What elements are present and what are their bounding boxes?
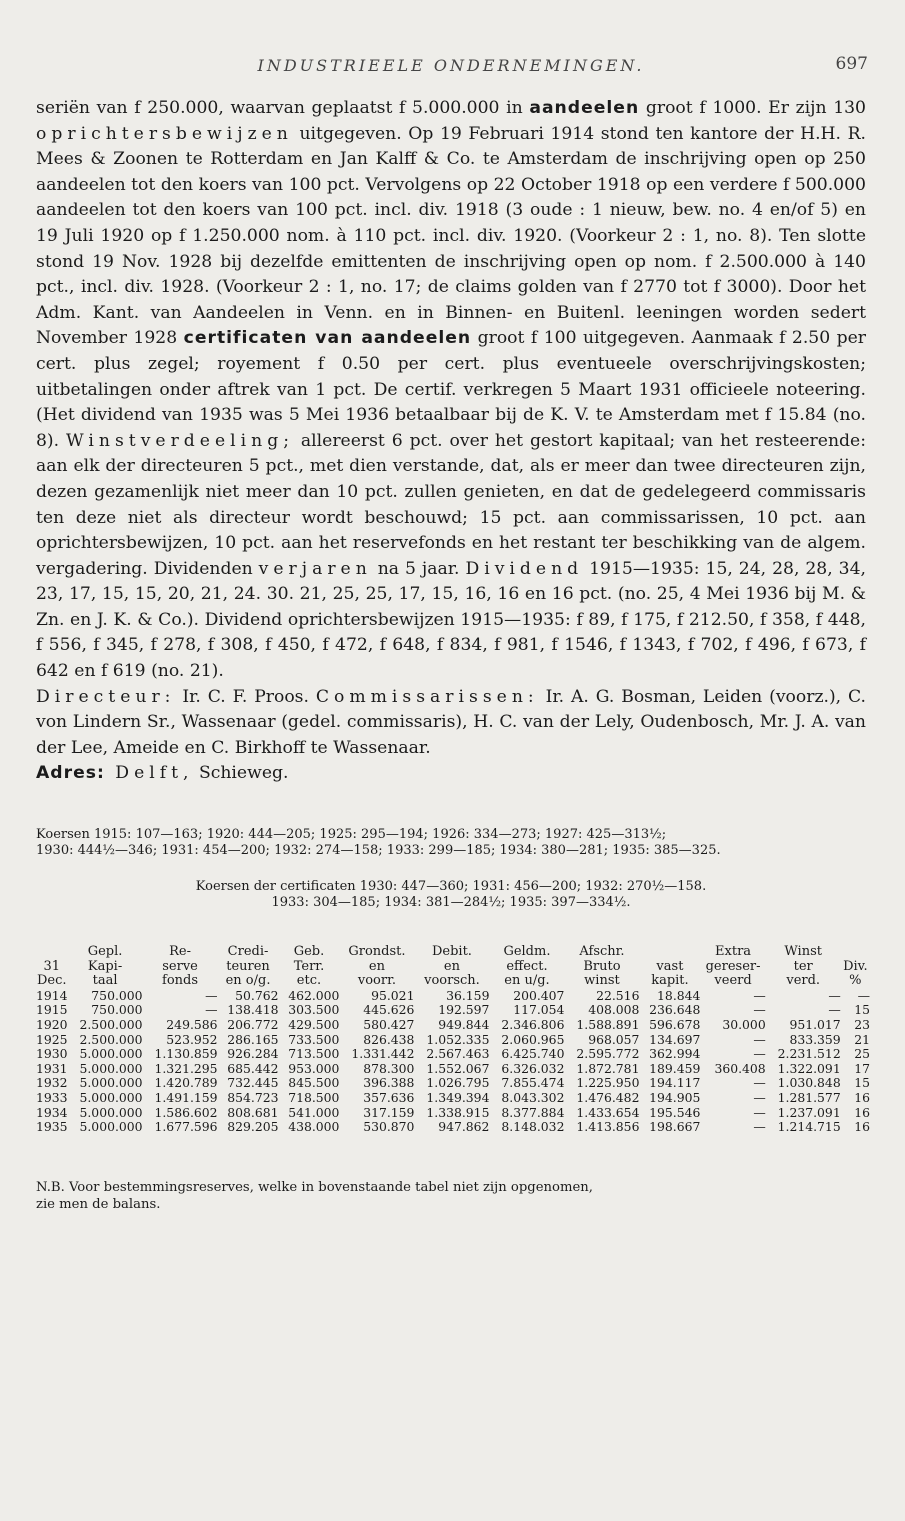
table-cell: 1.420.789 [154, 1075, 218, 1091]
table-cell: 15 [854, 1075, 870, 1091]
table-cell: 30.000 [722, 1017, 766, 1032]
table-cell: 833.359 [789, 1031, 841, 1047]
table-cell: 685.442 [227, 1060, 279, 1076]
table-cell: 2.346.806 [501, 1017, 565, 1032]
table-cell: 95.021 [371, 987, 415, 1003]
table-header-cell: % [849, 973, 862, 989]
table-cell: 750.000 [91, 987, 143, 1003]
table-cell: 1.349.394 [426, 1089, 490, 1105]
table-header-cell: ter [793, 958, 813, 974]
certificate-prices [36, 879, 866, 911]
address-street: Schieweg. [193, 763, 289, 784]
table-header-cell: Credi- [227, 944, 269, 960]
table-cell: 1.433.654 [576, 1104, 640, 1120]
table-cell: 2.060.965 [501, 1031, 565, 1047]
table-header-cell: Debit. [431, 944, 472, 960]
table-cell: — [753, 1089, 766, 1105]
table-cell: 949.844 [438, 1017, 490, 1032]
table-cell: 462.000 [288, 987, 340, 1003]
table-cell: 36.159 [446, 987, 490, 1003]
table-cell: 1.338.915 [426, 1104, 490, 1120]
table-cell: 6.425.740 [501, 1046, 565, 1062]
table-row [36, 989, 870, 1004]
table-cell: 189.459 [649, 1060, 701, 1076]
table-cell: 249.586 [166, 1017, 218, 1032]
table-cell: 1.026.795 [426, 1075, 490, 1091]
table-header-cell: voorr. [357, 973, 397, 989]
table-header-cell: Gepl. [87, 944, 123, 960]
table-cell: 2.500.000 [79, 1017, 143, 1032]
table-cell: 718.500 [288, 1089, 340, 1105]
table-cell: 360.408 [714, 1060, 766, 1076]
table-cell: 1.030.848 [777, 1075, 841, 1091]
table-cell: 878.300 [363, 1060, 415, 1076]
text-span: 1915—1935: 15, 24, 28, 28, 34, 23, 17, 15, 15, 20, 21, 24. 30. 21, 25, 25, 17, 15, 16, 16 en 16 pct. (no. 25, 4 Mei 1936 bij M. & Zn. en J. K. & Co.). Dividend oprichtersbewijzen 1915—1935: f 89, f 175, f 212.50, f 358, f 448, f 556, f 345, f 278, f 308, f 450, f 472, f 648, f 834, f 981, f 1546, f 1343, f 702, f 496, f 673, f 642 en f 619 (no. 21). [36, 558, 866, 682]
financial-table-header [36, 945, 870, 989]
table-header-cell: fonds [162, 973, 199, 989]
table-header-cell: taal [92, 973, 118, 989]
financial-table [36, 945, 870, 1135]
page-header [36, 52, 866, 82]
table-cell: 206.772 [227, 1017, 279, 1032]
text-span: uitgegeven. Op 19 Februari 1914 stond ten kantore der H.H. R. Mees & Zoonen te Rotterdam en Jan Kalff & Co. te Amsterdam de inschrijving open op 250 aandeelen tot den koers van 100 pct. Vervolgens op 22 October 1918 op een verdere f 500.000 aandeelen tot den koers van 100 pct. incl. div. 1918 (3 oude : 1 nieuw, bew. no. 4 en/of 5) en 19 Juli 1920 op f 1.250.000 nom. à 110 pct. incl. div. 1920. (Voorkeur 2 : 1, no. 8). Ten slotte stond 19 Nov. 1928 bij dezelfde emittenten de inschrijving open op nom. f 2.500.000 à 140 pct., incl. div. 1928. (Voorkeur 2 : 1, no. 17; de claims golden van f 2770 tot f 3000). Door het Adm. Kant. van Aandeelen in Venn. en in Binnen- en Buitenl. leeningen worden sedert November 1928 [36, 123, 866, 349]
table-cell: 117.054 [513, 1002, 565, 1018]
table-cell: 5.000.000 [79, 1075, 143, 1091]
text-span: groot f 100 uitgegeven. Aanmaak f 2.50 per cert. plus zegel; royement f 0.50 per cert. plus eventueele overschrijvingskosten; uitbetalingen onder aftrek van 1 pct. De certif. verkregen 5 Maart 1931 officieele noteering. (Het dividend van 1935 was 5 Mei 1936 betaalbaar bij de K. V. te Amsterdam met f 15.84 (no. 8). [36, 328, 867, 451]
table-year-cell: 1933 [36, 1089, 68, 1105]
table-cell: 750.000 [91, 1002, 143, 1018]
table-year-cell: 1931 [36, 1060, 68, 1076]
keyword-directeur: Directeur: [36, 686, 176, 707]
table-cell: 1.281.577 [777, 1089, 841, 1105]
table-cell: 138.418 [227, 1002, 279, 1018]
table-row [36, 1033, 870, 1048]
table-cell: 16 [854, 1119, 870, 1135]
paragraph-address [36, 761, 866, 787]
page-number: 697 [835, 54, 868, 74]
table-header-cell: gereser- [705, 958, 761, 974]
table-header-cell: Div. [843, 958, 868, 974]
table-cell: 8.043.302 [501, 1089, 565, 1105]
table-cell: — [753, 1046, 766, 1062]
text-span: groot f 1000. Er zijn 130 [639, 98, 866, 118]
table-cell: 438.000 [288, 1119, 340, 1135]
table-cell: 8.377.884 [501, 1104, 565, 1120]
footnote-line: zie men de balans. [36, 1196, 161, 1212]
table-cell: 845.500 [288, 1075, 340, 1091]
table-cell: 23 [854, 1017, 870, 1032]
certificate-prices-line: Koersen der certificaten 1930: 447—360; 1931: 456—200; 1932: 270½—158. [195, 879, 707, 895]
table-row [36, 1018, 870, 1033]
keyword-commissarissen: Commissarissen: [315, 686, 539, 707]
table-cell: 826.438 [363, 1031, 415, 1047]
table-header-cell: Kapi- [87, 958, 123, 974]
table-header-cell: Geb. [293, 944, 325, 960]
paragraph-board [36, 685, 866, 762]
table-cell: 926.284 [227, 1046, 279, 1062]
table-cell: 8.148.032 [501, 1119, 565, 1135]
table-header-cell: winst [584, 973, 620, 989]
table-cell: 808.681 [227, 1104, 279, 1120]
share-prices-line: Koersen 1915: 107—163; 1920: 444—205; 1925: 295—194; 1926: 334—273; 1927: 425—313½; [36, 827, 667, 843]
table-header-cell: Geldm. [503, 944, 551, 960]
table-cell: 2.231.512 [777, 1046, 841, 1062]
table-cell: 286.165 [227, 1031, 279, 1047]
table-cell: 829.205 [227, 1119, 279, 1135]
table-cell: 357.636 [363, 1089, 415, 1105]
table-header-cell: Bruto [583, 958, 621, 974]
certificate-prices-line: 1933: 304—185; 1934: 381—284½; 1935: 397—334½. [271, 895, 631, 911]
keyword-dividend: Dividend [465, 558, 584, 579]
table-cell: 1.413.856 [576, 1119, 640, 1135]
table-cell: 1.321.295 [154, 1060, 218, 1076]
table-header-cell: verd. [786, 973, 821, 989]
table-cell: 732.445 [227, 1075, 279, 1091]
table-header-cell: etc. [296, 973, 322, 989]
table-cell: 2.595.772 [576, 1046, 640, 1062]
table-cell: 1.552.067 [426, 1060, 490, 1076]
table-year-cell: 1930 [36, 1046, 68, 1062]
text-span: seriën van f 250.000, waarvan geplaatst f 5.000.000 in [36, 98, 530, 118]
table-cell: 5.000.000 [79, 1060, 143, 1076]
table-cell: 15 [854, 1002, 870, 1018]
table-cell: 25 [854, 1046, 870, 1062]
table-cell: — [205, 1002, 218, 1018]
table-cell: 134.697 [649, 1031, 701, 1047]
table-header-cell: Dec. [37, 973, 67, 989]
table-year-cell: 1914 [36, 987, 68, 1003]
table-row [36, 1047, 870, 1062]
table-cell: 16 [854, 1104, 870, 1120]
text-span: Ir. C. F. Proos. [175, 686, 316, 707]
table-cell: 194.117 [649, 1075, 701, 1091]
table-cell: 596.678 [649, 1017, 701, 1032]
table-cell: — [205, 987, 218, 1003]
keyword-oprichtersbewijzen: oprichtersbewijzen [36, 123, 293, 144]
table-cell: 194.905 [649, 1089, 701, 1105]
keyword-aandeelen: aandeelen [529, 98, 640, 118]
table-cell: 200.407 [513, 987, 565, 1003]
table-cell: 317.159 [363, 1104, 415, 1120]
table-year-cell: 1934 [36, 1104, 68, 1120]
table-cell: 1.237.091 [777, 1104, 841, 1120]
table-cell: 408.008 [588, 1002, 640, 1018]
table-cell: 7.855.474 [501, 1075, 565, 1091]
table-cell: 1.130.859 [154, 1046, 218, 1062]
document-page [36, 52, 870, 1213]
table-header-cell: veerd [714, 973, 752, 989]
table-cell: 1.872.781 [576, 1060, 640, 1076]
body-text [36, 96, 866, 787]
table-cell: 18.844 [657, 987, 701, 1003]
text-span: allereerst 6 pct. over het gestort kapitaal; van het resteerende: aan elk der directeuren 5 pct., met dien verstande, dat, als er meer dan twee directeuren zijn, dezen gezamenlijk niet meer dan 10 pct. zullen genieten, en dat de gedelegeerd commissaris ten deze niet als directeur wordt beschouwd; 15 pct. aan commissarissen, 10 pct. aan oprichtersbewijzen, 10 pct. aan het reservefonds en het restant ter beschikking van de algem. vergadering. Dividenden [36, 430, 866, 579]
footnote [36, 1179, 866, 1213]
table-cell: 21 [854, 1031, 870, 1047]
address-label: Adres: [36, 763, 105, 784]
financial-table-body [36, 989, 870, 1135]
table-cell: 1.331.442 [351, 1046, 415, 1062]
table-year-cell: 1925 [36, 1031, 68, 1047]
table-year-cell: 1915 [36, 1002, 68, 1018]
table-header-cell: vast [656, 958, 684, 974]
table-cell: 429.500 [288, 1017, 340, 1032]
table-cell: 5.000.000 [79, 1104, 143, 1120]
table-cell: 530.870 [363, 1119, 415, 1135]
table-cell: 523.952 [166, 1031, 218, 1047]
table-row [36, 1120, 870, 1135]
table-cell: 362.994 [649, 1046, 701, 1062]
table-header-cell: effect. [506, 958, 548, 974]
table-cell: — [753, 1119, 766, 1135]
table-header-row [36, 960, 870, 975]
table-cell: — [753, 1075, 766, 1091]
table-cell: 17 [854, 1060, 870, 1076]
table-header-cell [36, 945, 68, 960]
table-cell: 1.677.596 [154, 1119, 218, 1135]
table-year-cell: 1920 [36, 1017, 68, 1032]
share-prices [36, 827, 866, 859]
table-header-cell: Re- [169, 944, 191, 960]
keyword-verjaren: verjaren [258, 558, 372, 579]
table-header-cell [639, 945, 700, 960]
table-cell: 854.723 [227, 1089, 279, 1105]
table-cell: 1.322.091 [777, 1060, 841, 1076]
table-cell: — [753, 1104, 766, 1120]
table-header-cell: en u/g. [504, 973, 550, 989]
table-cell: — [828, 1002, 841, 1018]
keyword-winstverdeeling: Winstverdeeling; [66, 430, 294, 451]
table-row [36, 1106, 870, 1121]
table-cell: 236.648 [649, 1002, 701, 1018]
table-cell: 951.017 [789, 1017, 841, 1032]
table-cell: 2.500.000 [79, 1031, 143, 1047]
table-cell: 1.586.602 [154, 1104, 218, 1120]
table-header-cell: en [443, 958, 460, 974]
table-cell: 22.516 [596, 987, 640, 1003]
table-cell: 1.225.950 [576, 1075, 640, 1091]
table-cell: — [753, 1031, 766, 1047]
table-cell: — [828, 987, 841, 1003]
table-cell: 396.388 [363, 1075, 415, 1091]
table-cell: 1.476.482 [576, 1089, 640, 1105]
table-cell: 953.000 [288, 1060, 340, 1076]
table-header-cell: teuren [226, 958, 270, 974]
table-header-row [36, 974, 870, 989]
table-cell: 1.214.715 [777, 1119, 841, 1135]
table-cell: 1.052.335 [426, 1031, 490, 1047]
table-cell: 50.762 [235, 987, 279, 1003]
table-cell: 195.546 [649, 1104, 701, 1120]
table-cell: — [753, 987, 766, 1003]
table-cell: 303.500 [288, 1002, 340, 1018]
table-header-cell: Afschr. [579, 944, 625, 960]
table-year-cell: 1935 [36, 1119, 68, 1135]
running-title: INDUSTRIEELE ONDERNEMINGEN. [257, 56, 645, 75]
table-header-cell: Winst [784, 944, 822, 960]
table-header-cell: Terr. [293, 958, 325, 974]
table-cell: 2.567.463 [426, 1046, 490, 1062]
table-cell: 947.862 [438, 1119, 490, 1135]
table-cell: 1.588.891 [576, 1017, 640, 1032]
table-header-cell: Grondst. [348, 944, 406, 960]
table-cell: 5.000.000 [79, 1089, 143, 1105]
table-header-cell [841, 945, 870, 960]
table-cell: 192.597 [438, 1002, 490, 1018]
keyword-certificaten: certificaten van aandeelen [183, 328, 472, 349]
table-row [36, 1062, 870, 1077]
footnote-line: N.B. Voor bestemmingsreserves, welke in bovenstaande tabel niet zijn opgenomen, [36, 1179, 593, 1195]
table-year-cell: 1932 [36, 1075, 68, 1091]
table-cell: — [857, 987, 870, 1003]
table-cell: 733.500 [288, 1031, 340, 1047]
table-cell: 198.667 [649, 1119, 701, 1135]
table-header-cell: serve [162, 958, 198, 974]
table-cell: 541.000 [288, 1104, 340, 1120]
table-header-cell: voorsch. [424, 973, 480, 989]
table-cell: 445.626 [363, 1002, 415, 1018]
table-cell: 1.491.159 [154, 1089, 218, 1105]
share-prices-line: 1930: 444½—346; 1931: 454—200; 1932: 274—158; 1933: 299—185; 1934: 380—281; 1935: 385—325. [36, 843, 721, 859]
text-span: Ir. A. G. Bosman, Leiden (voorz.), C. von Lindern Sr., Wassenaar (gedel. commissaris), H. C. van der Lely, Oudenbosch, Mr. J. A. van der Lee, Ameide en C. Birkhoff te Wassenaar. [36, 686, 866, 758]
table-row [36, 1091, 870, 1106]
table-row [36, 1003, 870, 1018]
text-span: na 5 jaar. [371, 558, 466, 579]
table-header-cell: en [368, 958, 385, 974]
table-cell: — [753, 1002, 766, 1018]
table-cell: 5.000.000 [79, 1046, 143, 1062]
table-header-cell: kapit. [651, 973, 689, 989]
table-cell: 16 [854, 1089, 870, 1105]
table-header-cell: 31 [43, 958, 61, 974]
table-cell: 968.057 [588, 1031, 640, 1047]
table-cell: 580.427 [363, 1017, 415, 1032]
table-header-cell: Extra [715, 944, 752, 960]
table-row [36, 1076, 870, 1091]
table-header-row [36, 945, 870, 960]
table-cell: 5.000.000 [79, 1119, 143, 1135]
address-city: Delft, [104, 763, 194, 784]
paragraph-capital [36, 96, 866, 685]
table-header-cell: en o/g. [225, 973, 271, 989]
table-cell: 6.326.032 [501, 1060, 565, 1076]
table-cell: 713.500 [288, 1046, 340, 1062]
